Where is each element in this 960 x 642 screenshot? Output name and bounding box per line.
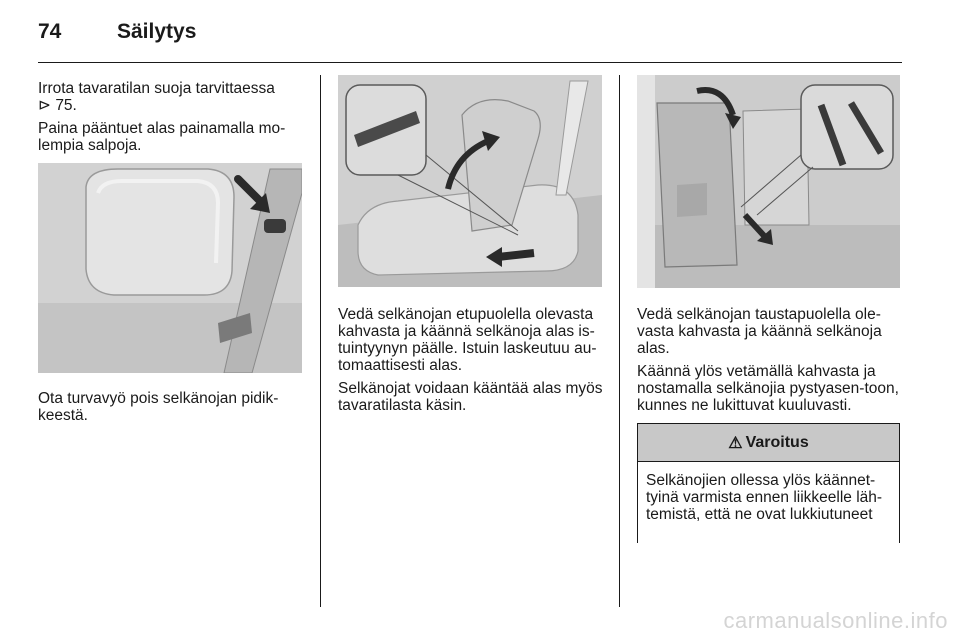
column-3-text [637, 306, 903, 420]
warning-triangle-icon: ⚠ [728, 434, 743, 452]
header-divider [38, 62, 902, 63]
body-text: Selkänojat voidaan kääntää alas myös tavaratilasta käsin. [338, 380, 603, 414]
column-2-text [338, 306, 604, 420]
body-text: Vedä selkänojan etupuolella olevasta kahvasta ja käännä selkänoja alas is-tuintyynyn päälle. Istuin laskeutuu au-tomaattisesti alas. [338, 306, 597, 374]
warning-box [637, 423, 900, 543]
warning-text: Selkänojien ollessa ylös käännet-tyinä varmista ennen liikkeelle läh-temistä, että ne ovat lukkiutuneet [646, 472, 883, 523]
watermark: carmanualsonline.info [723, 608, 948, 633]
page-number: 74 [38, 20, 62, 43]
column-divider [619, 75, 620, 607]
body-text: Irrota tavaratilan suoja tarvittaessa [38, 80, 275, 97]
body-text: Paina pääntuet alas painamalla mo-lempia salpoja. [38, 120, 286, 154]
body-text: Ota turvavyö pois selkänojan pidik-keestä. [38, 390, 279, 424]
page-reference-link[interactable]: 75. [55, 97, 77, 114]
body-text: Vedä selkänojan taustapuolella ole-vasta kahvasta ja käännä selkänoja alas. [637, 306, 882, 357]
column-divider [320, 75, 321, 607]
seatback-fold-illustration [338, 75, 602, 287]
trunk-release-illustration [637, 75, 900, 288]
headrest-illustration [38, 163, 302, 373]
column-1-intro [38, 80, 308, 160]
body-text: Käännä ylös vetämällä kahvasta ja nostamalla selkänojia pystyasen-toon, kunnes ne lukittuvat kuuluvasti. [637, 363, 899, 414]
column-1-text [38, 390, 308, 430]
arrow-reference-icon[interactable]: ⊳ [38, 97, 51, 114]
page-title: Säilytys [117, 20, 197, 43]
warning-header [638, 424, 899, 462]
warning-title: Varoitus [745, 433, 809, 451]
